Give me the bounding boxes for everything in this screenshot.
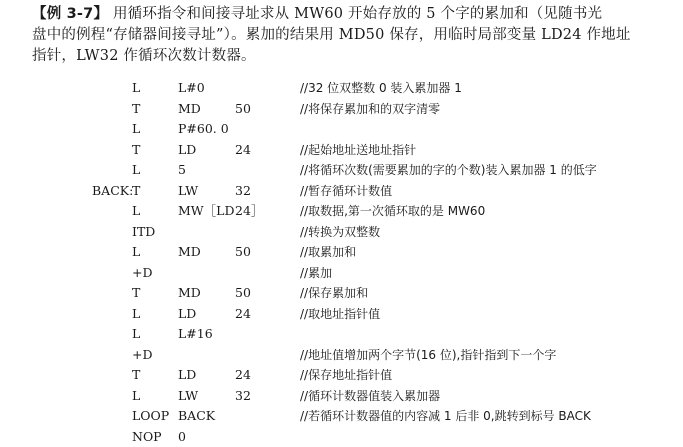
code-line: [0, 160, 683, 181]
code-operand: L#16: [178, 324, 213, 345]
code-address: 50: [235, 242, 251, 263]
code-operand: L#0: [178, 78, 205, 99]
code-line: [0, 386, 683, 407]
code-operation: T: [132, 99, 140, 120]
code-line: [0, 119, 683, 140]
intro-text-1: 用循环指令和间接寻址求从 MW60 开始存放的 5 个字的累加和（见随书光: [113, 6, 602, 22]
code-address: 24: [235, 365, 251, 386]
code-line: [0, 365, 683, 386]
code-operand: LD: [178, 304, 196, 325]
code-line: [0, 345, 683, 366]
code-address: 32: [235, 181, 251, 202]
code-address: 24: [235, 304, 251, 325]
code-operand: LW: [178, 386, 198, 407]
code-line: [0, 181, 683, 202]
code-operand: BACK: [178, 406, 215, 427]
code-operation: L: [132, 324, 140, 345]
code-operand: LD: [178, 365, 196, 386]
code-line: [0, 201, 683, 222]
code-line: [0, 140, 683, 161]
code-comment: //将循环次数(需要累加的字的个数)装入累加器 1 的低字: [300, 160, 597, 181]
code-operation: NOP: [132, 427, 162, 447]
code-line: [0, 222, 683, 243]
example-description: [32, 4, 672, 67]
example-tag: 【例 3-7】: [32, 6, 108, 22]
code-address: 24］: [235, 201, 263, 222]
code-line: [0, 99, 683, 120]
code-operation: T: [132, 140, 140, 161]
code-operand: LW: [178, 181, 198, 202]
intro-line-2: 盘中的例程“存储器间接寻址”）。累加的结果用 MD50 保存，用临时局部变量 LD24 作地址: [32, 25, 672, 46]
code-comment: //累加: [300, 263, 332, 284]
code-address: 32: [235, 386, 251, 407]
code-operand: 0: [178, 427, 186, 447]
code-comment: //32 位双整数 0 装入累加器 1: [300, 78, 462, 99]
code-comment: //转换为双整数: [300, 222, 380, 243]
code-operation: L: [132, 201, 140, 222]
code-operation: L: [132, 119, 140, 140]
code-operand: LD: [178, 140, 196, 161]
code-comment: //将保存累加和的双字清零: [300, 99, 440, 120]
code-operand: 5: [178, 160, 186, 181]
code-line: [0, 283, 683, 304]
code-operation: LOOP: [132, 406, 169, 427]
code-line: [0, 324, 683, 345]
code-address: 50: [235, 283, 251, 304]
code-operation: ITD: [132, 222, 155, 243]
code-comment: //若循环计数器值的内容减 1 后非 0,跳转到标号 BACK: [300, 406, 591, 427]
code-comment: //地址值增加两个字节(16 位),指针指到下一个字: [300, 345, 556, 366]
intro-line-3: 指针，LW32 作循环次数计数器。: [32, 46, 672, 67]
code-comment: //取累加和: [300, 242, 356, 263]
code-line: [0, 242, 683, 263]
code-comment: //暂存循环计数值: [300, 181, 392, 202]
code-operand: MW［LD: [178, 201, 234, 222]
code-comment: //起始地址送地址指针: [300, 140, 416, 161]
code-operation: L: [132, 242, 140, 263]
code-line: [0, 263, 683, 284]
code-line: [0, 427, 683, 447]
code-comment: //取数据,第一次循环取的是 MW60: [300, 201, 485, 222]
code-operation: L: [132, 78, 140, 99]
code-operand: MD: [178, 283, 201, 304]
code-comment: //循环计数器值装入累加器: [300, 386, 440, 407]
code-operation: T: [132, 365, 140, 386]
code-operation: L: [132, 160, 140, 181]
code-line: [0, 406, 683, 427]
code-operation: L: [132, 304, 140, 325]
code-address: 24: [235, 140, 251, 161]
code-listing: [0, 78, 683, 447]
code-operand: MD: [178, 242, 201, 263]
code-operation: +D: [132, 345, 153, 366]
code-operation: T: [132, 181, 140, 202]
code-operand: P#60. 0: [178, 119, 229, 140]
code-comment: //取地址指针值: [300, 304, 380, 325]
code-line: [0, 78, 683, 99]
code-comment: //保存累加和: [300, 283, 368, 304]
code-operation: +D: [132, 263, 153, 284]
code-address: 50: [235, 99, 251, 120]
code-line: [0, 304, 683, 325]
code-label: BACK:: [92, 181, 133, 202]
code-operation: L: [132, 386, 140, 407]
code-operand: MD: [178, 99, 201, 120]
intro-line-1: [32, 4, 672, 25]
code-operation: T: [132, 283, 140, 304]
code-comment: //保存地址指针值: [300, 365, 392, 386]
